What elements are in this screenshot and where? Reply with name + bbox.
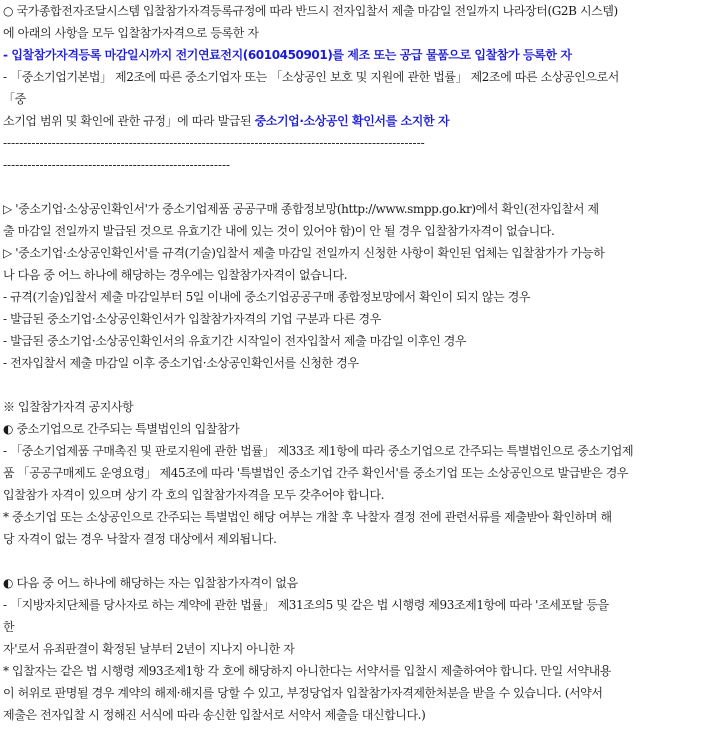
notice-line	[3, 110, 715, 132]
notice-text: 소기업 범위 및 확인에 관한 규정」에 따라 발급된	[3, 114, 255, 128]
notice-line: ▷ '중소기업·소상공인확인서'를 규격(기술)입찰서 제출 마감일 전일까지 신청한 사항이 확인된 업체는 입찰참가가 가능하	[3, 246, 605, 260]
notice-line: ▷ '중소기업·소상공인확인서'가 중소기업제품 공공구매 종합정보망(http://www.smpp.go.kr)에서 확인(전자입찰서 제	[3, 202, 599, 216]
notice-line: 품 「공공구매제도 운영요령」 제45조에 따라 '특별법인 중소기업 간주 확인서'를 중소기업 또는 소상공인으로 발급받은 경우	[3, 466, 629, 480]
notice-line: - 「지방자치단체를 당사자로 하는 계약에 관한 법률」 제31조의5 및 같은 법 시행령 제93조제1항에 따라 '조세포탈 등을	[3, 598, 609, 612]
bid-notice-document	[3, 0, 715, 726]
notice-line: 제출은 전자입찰 시 정해진 서식에 따라 송신한 입찰서로 서약서 제출을 대신합니다.)	[3, 708, 426, 722]
dashed-divider: --------------------------------------------------------------------------------------------------------	[3, 136, 425, 150]
notice-line: * 중소기업 또는 소상공인으로 간주되는 특별법인 해당 여부는 개찰 후 낙찰자 결정 전에 관련서류를 제출받아 확인하며 해	[3, 510, 612, 524]
notice-line: - 발급된 중소기업·소상공인확인서의 유효기간 시작일이 전자입찰서 제출 마감일 이후인 경우	[3, 334, 467, 348]
notice-line: 에 아래의 사항을 모두 입찰참가자격으로 등록한 자	[3, 26, 259, 40]
notice-line: - 전자입찰서 제출 마감일 이후 중소기업·소상공인확인서를 신청한 경우	[3, 356, 359, 370]
section-heading: ◐ 다음 중 어느 하나에 해당하는 자는 입찰참가자격이 없음	[3, 576, 298, 590]
notice-line: - 「중소기업제품 구매촉진 및 판로지원에 관한 법률」 제33조 제1항에 따라 중소기업으로 간주되는 특별법인으로 중소기업제	[3, 444, 634, 458]
dashed-divider: --------------------------------------------------------	[3, 158, 231, 172]
spacer	[3, 176, 715, 198]
notice-line: 당 자격이 없는 경우 낙찰자 결정 대상에서 제외됩니다.	[3, 532, 277, 546]
registration-requirement-highlight: - 입찰참가자격등록 마감일시까지 전기연료전지(6010450901)를 제조 또는 공급 물품으로 입찰참가 등록한 자	[3, 48, 572, 62]
notice-line: ○ 국가종합전자조달시스템 입찰참가자격등록규정에 따라 반드시 전자입찰서 제출 마감일 전일까지 나라장터(G2B 시스템)	[3, 4, 618, 18]
notice-line: - 「중소기업기본법」 제2조에 따른 중소기업자 또는 「소상공인 보호 및 지원에 관한 법률」 제2조에 따른 소상공인으로서	[3, 70, 619, 84]
notice-line: 출 마감일 전일까지 발급된 것으로 유효기간 내에 있는 것이 있어야 함)이 안 될 경우 입찰참가자격이 없습니다.	[3, 224, 555, 238]
notice-line: - 발급된 중소기업·소상공인확인서가 입찰참가자격의 기업 구분과 다른 경우	[3, 312, 381, 326]
notice-line: 나 다음 중 어느 하나에 해당하는 경우에는 입찰참가자격이 없습니다.	[3, 268, 348, 282]
notice-line: - 규격(기술)입찰서 제출 마감일부터 5일 이내에 중소기업공공구매 종합정보망에서 확인이 되지 않는 경우	[3, 290, 531, 304]
notice-line: 한	[3, 620, 15, 634]
notice-line: 자'로서 유죄판결이 확정된 날부터 2년이 지나지 아니한 자	[3, 642, 295, 656]
certificate-requirement-highlight: 중소기업·소상공인 확인서를 소지한 자	[254, 114, 450, 128]
spacer	[3, 374, 715, 396]
spacer	[3, 550, 715, 572]
section-heading: ◐ 중소기업으로 간주되는 특별법인의 입찰참가	[3, 422, 240, 436]
notice-line: 이 허위로 판명될 경우 계약의 해제·해지를 당할 수 있고, 부정당업자 입찰참가자격제한처분을 받을 수 있습니다. (서약서	[3, 686, 603, 700]
notice-line: 「중	[3, 92, 26, 106]
section-heading: ※ 입찰참가자격 공지사항	[3, 400, 134, 414]
notice-line: * 입찰자는 같은 법 시행령 제93조제1항 각 호에 해당하지 아니한다는 서약서를 입찰시 제출하여야 합니다. 만일 서약내용	[3, 664, 611, 678]
notice-line: 입찰참가 자격이 있으며 상기 각 호의 입찰참가자격을 모두 갖추어야 합니다.	[3, 488, 385, 502]
